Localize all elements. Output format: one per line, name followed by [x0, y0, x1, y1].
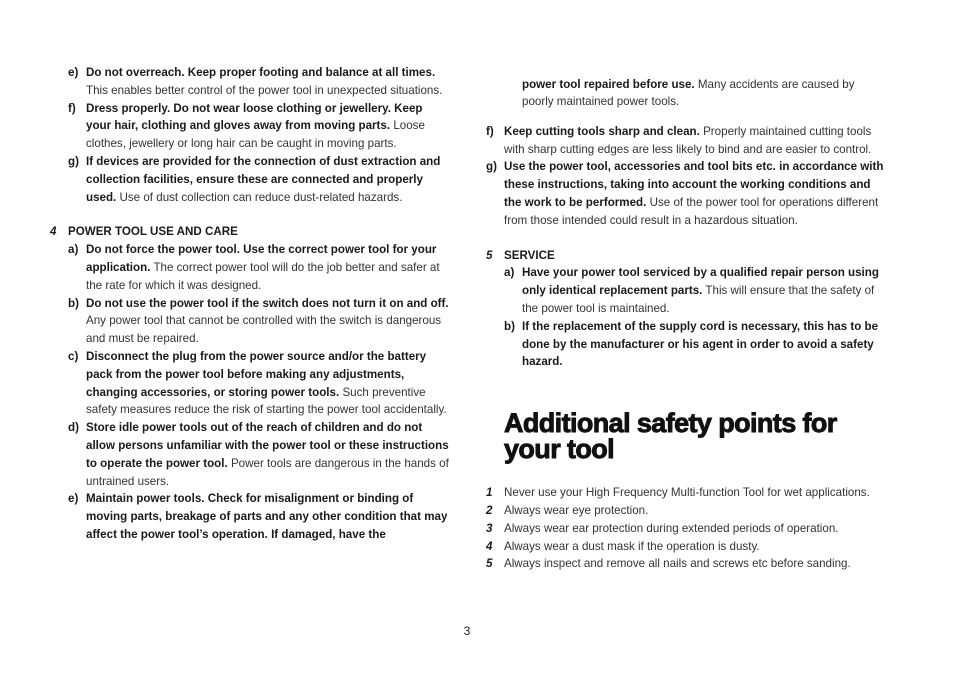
point-number: 2: [486, 503, 493, 517]
point-text: Never use your High Frequency Multi-function Tool for wet applications.: [504, 486, 870, 500]
left-column: [50, 64, 450, 544]
item-bold-text: Keep cutting tools sharp and clean.: [504, 124, 700, 138]
item-text: Any power tool that cannot be controlled with the switch is dangerous and must be repaired.: [86, 314, 442, 346]
item-text: Loose clothes, jewellery or long hair can be caught in moving parts.: [86, 119, 425, 151]
list-item: [68, 241, 450, 294]
list-item: [504, 264, 888, 317]
section-title: POWER TOOL USE AND CARE: [68, 225, 238, 239]
list-item: [68, 490, 450, 543]
section-number: 4: [50, 225, 57, 239]
list-item: [68, 153, 450, 206]
item-text: Many accidents are caused by poorly maintained power tools.: [522, 77, 855, 109]
list-item: [504, 318, 888, 371]
section-title: SERVICE: [504, 248, 555, 262]
right-column: [486, 64, 888, 573]
list-item: [486, 123, 888, 159]
point-text: Always wear eye protection.: [504, 503, 649, 517]
section-heading: [486, 247, 888, 265]
item-bold-text: Dress properly. Do not wear loose clothing or jewellery. Keep your hair, clothing and gloves away from moving parts.: [86, 101, 423, 133]
list-item: [68, 100, 450, 153]
item-bold-text: Do not force the power tool. Use the correct power tool for your application.: [86, 243, 437, 274]
list-item: [68, 295, 450, 348]
item-text: This will ensure that the safety of the power tool is maintained.: [522, 284, 875, 315]
item-label: g): [486, 160, 497, 174]
item-label: d): [68, 421, 79, 435]
item-text: Such preventive safety measures reduce the risk of starting the power tool accidentally.: [86, 385, 447, 417]
point-text: Always wear ear protection during extended periods of operation.: [504, 521, 839, 535]
safety-point: [486, 520, 888, 538]
list-item: [68, 419, 450, 490]
item-bold-text: Do not overreach. Keep proper footing and balance at all times.: [86, 66, 436, 79]
item-label: a): [504, 266, 515, 280]
list-item: [68, 64, 450, 100]
safety-point: [486, 502, 888, 520]
list-item: [68, 348, 450, 419]
item-bold-text: If the replacement of the supply cord is necessary, this has to be done by the manufacturer or his agent in order to avoid a safety hazard.: [522, 319, 879, 369]
item-text: Properly maintained cutting tools with sharp cutting edges are less likely to bind and are easier to control.: [504, 124, 872, 156]
safety-point: [486, 538, 888, 556]
section-heading: [50, 223, 450, 241]
item-text: Use of the power tool for operations different from those intended could result in a hazardous situation.: [504, 195, 879, 227]
point-number: 1: [486, 486, 493, 500]
item-text: Power tools are dangerous in the hands of untrained users.: [86, 456, 449, 488]
item-bold-text: Do not use the power tool if the switch does not turn it on and off.: [86, 296, 449, 310]
item-label: f): [68, 101, 76, 115]
item-bold-text: If devices are provided for the connection of dust extraction and collection facilities, ensure these are connected and properly used.: [86, 154, 441, 204]
item-label: f): [486, 124, 494, 138]
item-bold-text: Have your power tool serviced by a qualified repair person using only identical replacement parts.: [522, 266, 879, 298]
item-label: c): [68, 349, 79, 363]
item-label: e): [68, 492, 79, 506]
point-text: Always wear a dust mask if the operation is dusty.: [504, 539, 760, 553]
item-bold-text: power tool repaired before use.: [522, 77, 695, 91]
item-label: b): [504, 319, 515, 333]
item-bold-text: Maintain power tools. Check for misalignment or binding of moving parts, breakage of parts and any other condition that may affect the power tool’s operation. If damaged, have the: [86, 492, 448, 541]
item-text: The correct power tool will do the job better and safer at the rate for which it was designed.: [86, 260, 440, 292]
point-number: 4: [486, 539, 493, 553]
item-bold-text: Use the power tool, accessories and tool bits etc. in accordance with these instructions, taking into account the working conditions and the work to be performed.: [504, 160, 884, 209]
safety-point: [486, 484, 888, 502]
continued-text: [486, 76, 888, 112]
item-text: Use of dust collection can reduce dust-related hazards.: [119, 190, 403, 204]
additional-safety-title: Additional safety points for your tool: [504, 408, 837, 465]
safety-point: [486, 555, 888, 573]
item-label: g): [68, 154, 79, 168]
list-item: [486, 158, 888, 229]
item-label: e): [68, 66, 79, 79]
page-number: 3: [463, 624, 471, 638]
item-bold-text: Store idle power tools out of the reach of children and do not allow persons unfamiliar with the power tool or these instructions to operate the power tool.: [86, 421, 449, 470]
point-number: 3: [486, 521, 493, 535]
point-number: 5: [486, 557, 493, 571]
item-bold-text: Disconnect the plug from the power source and/or the battery pack from the power tool before making any adjustments, changing accessories, or storing power tools.: [86, 349, 427, 399]
point-text: Always inspect and remove all nails and screws etc before sanding.: [504, 557, 851, 571]
item-label: b): [68, 296, 79, 310]
item-label: a): [68, 243, 79, 257]
item-text: This enables better control of the power tool in unexpected situations.: [86, 83, 443, 97]
section-number: 5: [486, 248, 493, 262]
